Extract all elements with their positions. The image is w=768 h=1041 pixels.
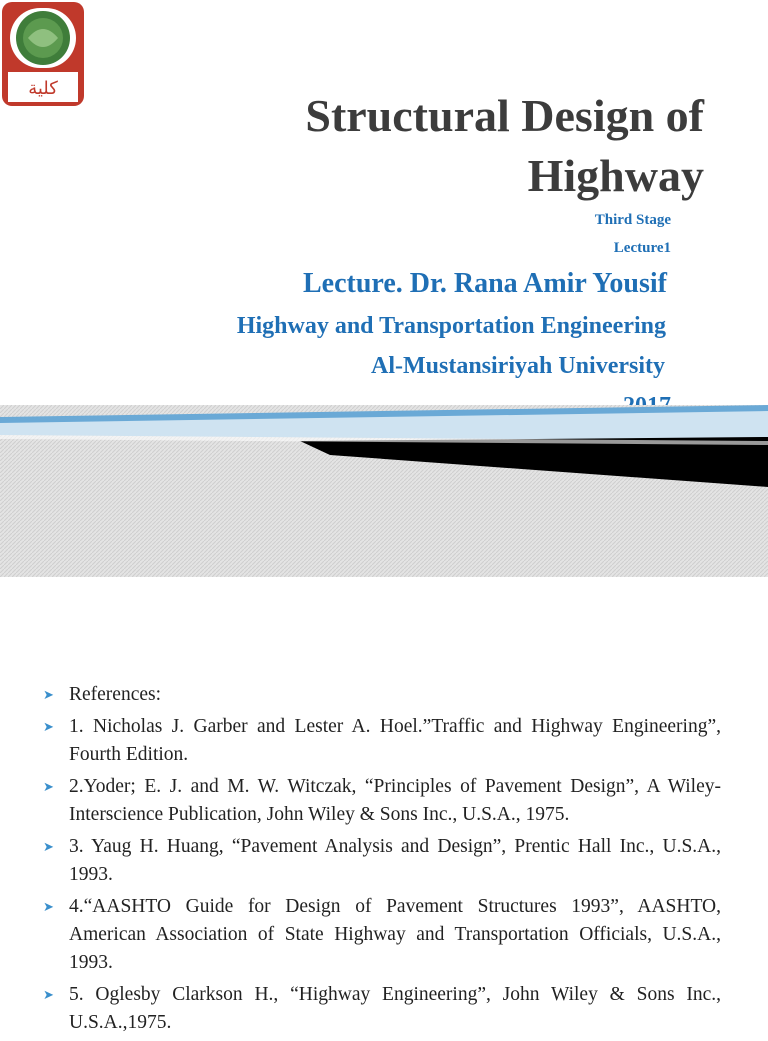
reference-text: 5. Oglesby Clarkson H., “Highway Engineering”, John Wiley & Sons Inc., U.S.A.,1975. [69, 984, 721, 1033]
reference-text: 4.“AASHTO Guide for Design of Pavement Structures 1993”, AASHTO, American Association of State Highway and Transportation Officials, U.S.A., 1993. [69, 896, 721, 973]
list-item [43, 713, 721, 769]
svg-text:كلية: كلية [28, 78, 58, 99]
department-name: Highway and Transportation Engineering [236, 313, 666, 339]
lecturer-name: Lecture. Dr. Rana Amir Yousif [303, 268, 667, 299]
college-seal-logo [0, 0, 86, 108]
title-line-2: Highway [527, 150, 704, 201]
reference-text: References: [69, 684, 162, 705]
lecture-number: Lecture1 [613, 240, 671, 256]
university-name: Al-Mustansiriyah University [371, 353, 665, 379]
bullet-arrow-icon: ➤ [43, 719, 54, 734]
list-item [43, 981, 721, 1037]
list-item [43, 893, 721, 977]
reference-text: 3. Yaug H. Huang, “Pavement Analysis and Design”, Prentic Hall Inc., U.S.A., 1993. [69, 836, 721, 885]
reference-list [43, 681, 721, 1041]
stage-label: Third Stage [594, 212, 671, 228]
list-item [43, 773, 721, 829]
list-item [43, 681, 721, 709]
bullet-arrow-icon: ➤ [43, 839, 54, 854]
slide-title [144, 86, 704, 206]
reference-text: 1. Nicholas J. Garber and Lester A. Hoel.”Traffic and Highway Engineering”, Fourth Edition. [69, 716, 721, 765]
list-item [43, 833, 721, 889]
bullet-arrow-icon: ➤ [43, 899, 54, 914]
references-slide [0, 577, 768, 1033]
reference-text: 2.Yoder; E. J. and M. W. Witczak, “Principles of Pavement Design”, A Wiley- Interscience Publication, John Wiley & Sons Inc., U.S.A., 1975. [69, 776, 721, 825]
bullet-arrow-icon: ➤ [43, 987, 54, 1002]
bullet-arrow-icon: ➤ [43, 687, 54, 702]
bullet-arrow-icon: ➤ [43, 779, 54, 794]
decorative-band [0, 405, 768, 577]
title-line-1: Structural Design of [305, 90, 704, 141]
